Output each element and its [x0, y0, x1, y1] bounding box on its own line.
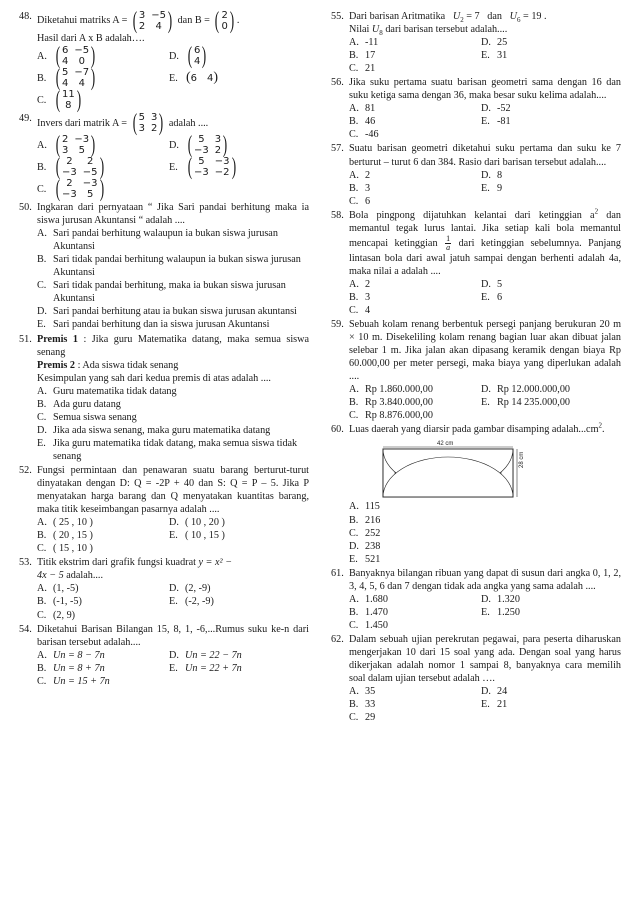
option-b[interactable]: B. ( 20 , 15 ) — [37, 530, 93, 542]
matrix-grid — [62, 156, 98, 178]
matrix-cell: −7 — [74, 67, 90, 79]
matrix-grid — [62, 89, 75, 111]
option-d[interactable]: D. (2, -9) — [169, 583, 211, 595]
right-paren: ) — [229, 8, 235, 34]
matrix — [131, 110, 166, 137]
option-e[interactable]: E. 21 — [481, 699, 508, 711]
matrix-cell: 11 — [62, 89, 75, 101]
option-c[interactable]: C. ( 2 −3 −3 5 ) — [37, 176, 104, 203]
option-list — [349, 500, 621, 565]
left-column — [19, 10, 309, 689]
option-d[interactable]: D. ( 6 4 ) — [169, 43, 207, 70]
option-a[interactable]: A. ( 6 −5 4 0 ) — [37, 43, 96, 70]
option-c[interactable]: C. Rp 8.876.000,00 — [349, 410, 433, 422]
matrix-cell: 3 — [214, 134, 222, 146]
question-52: 52. Fungsi permintaan dan penawaran suatu barang berturut-turut dinyatakan dengan D: Q = -2P + 40 dan S: Q = P – 5. Jika P menyatakan harga barang dan Q menyatakan kuantitas barang, maka titik keseimbangan pasarnya adalah .... A. ( 25 , 10 ) D. ( 10 , 20 ) B. ( 20 , 15 ) E. ( 10 , 15 ) C. ( 15 , 10 ) — [19, 464, 309, 555]
matrix-cell: 5 — [198, 156, 205, 168]
left-paren: ( — [55, 154, 61, 181]
left-paren: ( — [132, 8, 138, 34]
matrix-cell: −3 — [82, 178, 98, 190]
matrix-cell: −5 — [82, 167, 98, 179]
matrix-cell: 4 — [78, 78, 85, 90]
matrix-grid — [62, 45, 89, 67]
matrix-cell: 6 — [194, 45, 201, 57]
option-e[interactable]: E. 1.250 — [481, 606, 520, 618]
option-e[interactable]: E. 9 — [481, 182, 503, 194]
shaded-region-figure — [379, 438, 529, 498]
option-a[interactable]: A. Guru matematika tidak datang — [37, 385, 177, 397]
option-b[interactable]: B. 3 — [349, 182, 371, 194]
option-c[interactable]: C. 6 — [349, 195, 371, 207]
question-55: 55. Dari barisan Aritmatika $U_2 = 7$ dan $U_6 = 19$ . Nilai $U_8$ dari barisan tersebut adalah.... A. -11 D. 25 B. 17 E. 31 C. 21 — [331, 10, 621, 75]
option-a[interactable]: A. 81 — [349, 103, 376, 115]
matrix-cell: −2 — [214, 167, 230, 179]
question-53: 53. Titik ekstrim dari grafik fungsi kuadrat y = x² − 4x − 5 adalah.... A. (1, -5) D. (2, -9) B. (-1, -5) E. (-2, -9) C. (2, 9) — [19, 556, 309, 621]
option-b[interactable]: B. 1.470 — [349, 606, 388, 618]
matrix-cell: −3 — [194, 145, 209, 157]
question-57: 57. Suatu barisan geometri diketahui suku pertama dan suku ke 7 berturut – turut 6 dan 384. Rasio dari barisan tersebut adalah.... A. 2 D. 8 B. 3 E. 9 C. 6 — [331, 143, 621, 207]
matrix-grid — [194, 156, 230, 178]
matrix-cell: 5 — [138, 112, 145, 124]
option-e[interactable]: E. Sari pandai berhitung dan ia siswa jurusan Akuntansi — [37, 319, 270, 331]
option-a[interactable]: A. ( 2 −3 3 5 ) — [37, 132, 96, 159]
option-e[interactable]: E. -81 — [481, 116, 511, 128]
question-49: 49. Invers dari matrik A = ( 5 3 3 2 ) adalah .... A. ( 2 −3 3 5 ) D. ( 5 3 −3 2 ) B. ( 2 2 −3 −5 ) E. ( 5 −3 −3 −2 ) C. ( 2 −3 −3 5 ) — [19, 112, 309, 200]
matrix — [54, 176, 106, 203]
matrix — [54, 43, 97, 70]
matrix-cell: 4 — [62, 78, 69, 90]
left-paren: ( — [132, 110, 137, 137]
option-d[interactable]: D. ( 10 , 20 ) — [169, 517, 225, 529]
option-b[interactable]: B. ( 2 2 −3 −5 ) — [37, 154, 104, 181]
option-e[interactable]: E. ( 6 4 ) — [169, 67, 301, 89]
matrix-cell: 2 — [138, 21, 146, 32]
left-paren: ( — [187, 154, 193, 181]
matrix-cell: 5 — [86, 189, 94, 201]
matrix-grid — [62, 67, 89, 89]
matrix-cell: 3 — [138, 123, 145, 135]
matrix-grid — [194, 134, 221, 156]
option-c[interactable]: C. Semua siswa senang — [37, 411, 137, 423]
option-d[interactable]: D. 1.320 — [481, 593, 520, 605]
option-b[interactable]: B. Sari tidak pandai berhitung walaupun ia bukan siswa jurusan Akuntansi — [37, 254, 301, 279]
option-a[interactable]: A. 35 — [349, 686, 376, 698]
option-a[interactable]: A. Rp 1.860.000,00 — [349, 384, 433, 396]
matrix-grid — [62, 134, 89, 156]
left-paren: ( — [55, 65, 61, 92]
question-51: 51. Premis 1 : Jika guru Matematika datang, maka semua siswa senang Premis 2 : Ada siswa tidak senang Kesimpulan yang sah dari kedua premis di atas adalah .... A. Guru matematika tidak datang B. Ada guru datang C. Semua siswa senang D. Jika ada siswa senang, maka guru matematika datang E. Jika guru matematika tidak datang, maka semua siswa tidak senang — [19, 333, 309, 462]
option-d[interactable]: D. 24 — [481, 686, 508, 698]
option-e[interactable]: E. 521 — [349, 553, 381, 565]
matrix-cell: 4 — [207, 72, 214, 84]
left-paren: ( — [55, 132, 61, 159]
matrix-cell: 2 — [86, 156, 94, 168]
left-paren: ( — [187, 132, 193, 159]
option-a[interactable]: A. -11 — [349, 37, 379, 49]
matrix-cell: 6 — [190, 72, 198, 84]
matrix-cell: −3 — [62, 189, 77, 201]
option-e[interactable]: E. 6 — [481, 291, 503, 303]
option-a[interactable]: A. 115 — [349, 501, 380, 513]
option-c[interactable]: C. 252 — [349, 527, 381, 539]
option-a[interactable]: A. 1.680 — [349, 593, 388, 605]
right-paren: ) — [231, 154, 236, 181]
matrix-cell: −3 — [214, 156, 230, 168]
option-d[interactable]: D. 5 — [481, 278, 503, 290]
matrix — [186, 154, 238, 181]
right-paren: ) — [202, 43, 207, 70]
matrix-cell: 2 — [66, 178, 73, 190]
question-59: 59. Sebuah kolam renang berbentuk persegi panjang berukuran 20 m × 10 m. Disekeliling kolam renang bagian luar akan dibuat jalan selebar 1 m. Jika jalan akan dipasang keramik dengan biaya Rp 60.000,00 per meter persegi, maka biaya yang diperlukan adalah .... A. Rp 1.860.000,00 D. Rp 12.000.000,00 B. Rp 3.840.000,00 E. Rp 14 235.000,00 C. Rp 8.876.000,00 — [331, 319, 621, 422]
matrix-cell: 4 — [194, 56, 201, 68]
option-list — [37, 385, 309, 463]
matrix-cell: −5 — [151, 10, 167, 21]
matrix-cell: 5 — [198, 134, 205, 146]
matrix-cell: 4 — [155, 21, 162, 32]
right-paren: ) — [90, 43, 96, 70]
matrix-cell: 5 — [62, 67, 69, 79]
question-50: 50. Ingkaran dari pernyataan “ Jika Sari pandai berhitung maka ia siswa jurusan Akuntansi “ adalah .... A. Sari pandai berhitung walaupun ia bukan siswa jurusan Akuntansi B. Sari tidak pandai berhitung walaupun ia bukan siswa jurusan Akuntansi C. Sari tidak pandai berhitung, maka ia bukan siswa jurusan Akuntansi D. Sari pandai berhitung atau ia bukan siswa jurusan akuntansi E. Sari pandai berhitung dan ia siswa jurusan Akuntansi — [19, 202, 309, 331]
question-56: 56. Jika suku pertama suatu barisan geometri sama dengan 16 dan suku ketiga sama dengan 36, maka besar suku kelima adalah.... A. 81 D. -52 B. 46 E. -81 C. -46 — [331, 77, 621, 141]
option-c[interactable]: C. Sari tidak pandai berhitung, maka ia bukan siswa jurusan Akuntansi — [37, 280, 286, 305]
option-b[interactable]: B. (-1, -5) — [37, 596, 82, 608]
height-label: 28 cm — [519, 452, 525, 469]
question-58: 58. Bola pingpong dijatuhkan kelantai dari ketinggian $a^2$ dan memantul tegak lurus lantai. Jika setiap kali bola memantul mencapai ketinggian $\frac{1}{a}$ dari ketinggian sebelumnya. Panjang lintasan bola dari awal jatuh sampai dengan berhenti adalah 4a, maka nilai a adalah .... A. 2 D. 5 B. 3 E. 6 C. 4 — [331, 207, 621, 316]
matrix-cell: 8 — [65, 100, 72, 112]
question-54: 54. Diketahui Barisan Bilangan 15, 8, 1, -6,...Rumus suku ke-n dari barisan tersebut adalah.... A. Un = 8 − 7n D. Un = 22 − 7n B. Un = 8 + 7n E. Un = 22 + 7n C. Un = 15 + 7n — [19, 623, 309, 687]
option-a[interactable]: A. Un = 8 − 7n — [37, 649, 105, 661]
matrix-cell: 5 — [78, 145, 85, 157]
right-paren: ) — [76, 87, 81, 114]
left-paren: ( — [55, 176, 61, 203]
option-e[interactable]: E. (-2, -9) — [169, 596, 214, 608]
matrix-cell: 2 — [214, 145, 222, 157]
option-d[interactable]: D. Rp 12.000.000,00 — [481, 384, 571, 396]
matrix-grid — [139, 112, 158, 134]
option-c[interactable]: C. ( 11 8 ) — [37, 87, 81, 114]
width-label: 42 cm — [437, 441, 454, 448]
matrix-cell: −5 — [74, 45, 90, 57]
option-d[interactable]: D. Jika ada siswa senang, maka guru matematika datang — [37, 424, 271, 436]
option-b[interactable]: B. Rp 3.840.000,00 — [349, 397, 433, 409]
right-paren: ) — [90, 65, 96, 92]
fraction: $\frac{1}{a}$ — [446, 233, 451, 252]
matrix-grid — [194, 45, 200, 67]
matrix-cell: −3 — [62, 167, 77, 179]
question-61: 61. Banyaknya bilangan ribuan yang dapat di susun dari angka 0, 1, 2, 3, 4, 5, 6 dan 7 dengan tidak ada angka yang sama adalah .... A. 1.680 D. 1.320 B. 1.470 E. 1.250 C. 1.450 — [331, 567, 621, 631]
option-e[interactable]: E. ( 5 −3 −3 −2 ) — [169, 154, 236, 181]
matrix-cell: 0 — [78, 56, 85, 68]
option-c[interactable]: C. 21 — [349, 63, 376, 75]
matrix-cell: 6 — [62, 45, 69, 57]
option-d[interactable]: D. 25 — [481, 37, 508, 49]
left-paren: ( — [55, 87, 61, 114]
option-e[interactable]: E. 31 — [481, 50, 508, 62]
matrix-cell: 3 — [138, 10, 146, 21]
option-b[interactable]: B. 17 — [349, 50, 376, 62]
option-a[interactable]: A. 2 — [349, 169, 371, 181]
right-column — [331, 10, 621, 725]
left-paren: ( — [187, 43, 193, 70]
question-48: 48. Diketahui matriks A = ( 3 −5 2 4 ) dan B = ( 2 0 ) . Hasil dari A x B adalah…. A. ( 6 −5 4 0 ) D. ( 6 4 ) B. ( 5 −7 4 4 ) E. ( 6 4 ) C. ( 11 8 ) — [19, 10, 309, 111]
option-b[interactable]: B. Un = 8 + 7n — [37, 662, 105, 674]
matrix-cell: −3 — [74, 134, 90, 146]
matrix — [54, 132, 97, 159]
right-paren: ) — [222, 132, 228, 159]
matrix-cell: 0 — [221, 21, 228, 32]
option-c[interactable]: C. 4 — [349, 304, 371, 316]
matrix-cell: −3 — [194, 167, 209, 179]
option-b[interactable]: B. 46 — [349, 116, 376, 128]
matrix-cell: 2 — [62, 134, 69, 146]
option-e[interactable]: E. Rp 14 235.000,00 — [481, 397, 571, 409]
option-d[interactable]: D. Sari pandai berhitung atau ia bukan siswa jurusan akuntansi — [37, 306, 297, 318]
matrix — [213, 10, 235, 32]
option-b[interactable]: B. Ada guru datang — [37, 398, 121, 410]
option-a[interactable]: A. ( 25 , 10 ) — [37, 517, 93, 529]
matrix-grid — [191, 73, 214, 84]
option-b[interactable]: B. 216 — [349, 514, 381, 526]
left-paren: ( — [55, 43, 61, 70]
option-d[interactable]: D. 238 — [349, 540, 381, 552]
option-c[interactable]: C. ( 15 , 10 ) — [37, 543, 93, 555]
matrix-cell: 3 — [62, 145, 69, 157]
option-d[interactable]: D. ( 5 3 −3 2 ) — [169, 132, 228, 159]
matrix-cell: 2 — [221, 10, 228, 21]
question-62: 62. Dalam sebuah ujian perekrutan pegawai, para peserta diharuskan mengerjakan 10 dari 15 soal yang ada. Dengan soal yang harus dikerjakan adalah nomor 1 sampai 8, banyaknya cara memilih soal dalam ujian tersebut adalah …. A. 35 D. 24 B. 33 E. 21 C. 29 — [331, 633, 621, 724]
matrix-grid — [221, 10, 227, 32]
option-a[interactable]: A. Sari pandai berhitung walaupun ia bukan siswa jurusan Akuntansi — [37, 228, 278, 253]
right-paren: ) — [99, 176, 104, 203]
matrix-grid — [139, 10, 166, 32]
option-c[interactable]: C. 29 — [349, 712, 376, 724]
matrix — [54, 154, 106, 181]
right-paren: ) — [99, 154, 104, 181]
matrix-cell: 2 — [66, 156, 73, 168]
right-paren: ) — [90, 132, 96, 159]
option-e[interactable]: E. Un = 22 + 7n — [169, 662, 242, 674]
right-paren: ) — [159, 110, 164, 137]
matrix-cell: 4 — [62, 56, 69, 68]
option-b[interactable]: B. ( 5 −7 4 4 ) — [37, 65, 96, 92]
option-d[interactable]: D. 8 — [481, 169, 503, 181]
option-c[interactable]: C. -46 — [349, 129, 379, 141]
option-a[interactable]: A. 2 — [349, 278, 371, 290]
matrix — [186, 132, 229, 159]
right-paren: ) — [167, 8, 173, 34]
option-b[interactable]: B. 33 — [349, 699, 376, 711]
option-b[interactable]: B. 3 — [349, 291, 371, 303]
matrix — [186, 67, 218, 89]
option-c[interactable]: C. 1.450 — [349, 619, 388, 631]
option-e[interactable]: E. Jika guru matematika tidak datang, maka semua siswa tidak senang — [37, 437, 298, 462]
matrix — [54, 65, 97, 92]
option-list — [37, 227, 309, 331]
option-e[interactable]: E. ( 10 , 15 ) — [169, 530, 225, 542]
matrix-cell: 3 — [150, 112, 158, 124]
matrix-grid — [62, 178, 98, 200]
option-c[interactable]: C. Un = 15 + 7n — [37, 675, 110, 687]
question-60: 60. Luas daerah yang diarsir pada gambar disamping $adalah...cm^2$. 42 cm 28 cm A. 115 B. 216 C. 252 D. 238 E. 521 — [331, 423, 621, 565]
option-c[interactable]: C. (2, 9) — [37, 609, 76, 621]
left-paren: ( — [186, 70, 191, 86]
matrix — [131, 10, 174, 32]
option-d[interactable]: D. Un = 22 − 7n — [169, 649, 242, 661]
option-d[interactable]: D. -52 — [481, 103, 511, 115]
left-paren: ( — [215, 8, 220, 34]
matrix-cell: 2 — [150, 123, 158, 135]
right-paren: ) — [213, 70, 219, 86]
matrix — [54, 87, 83, 114]
option-a[interactable]: A. (1, -5) — [37, 583, 79, 595]
